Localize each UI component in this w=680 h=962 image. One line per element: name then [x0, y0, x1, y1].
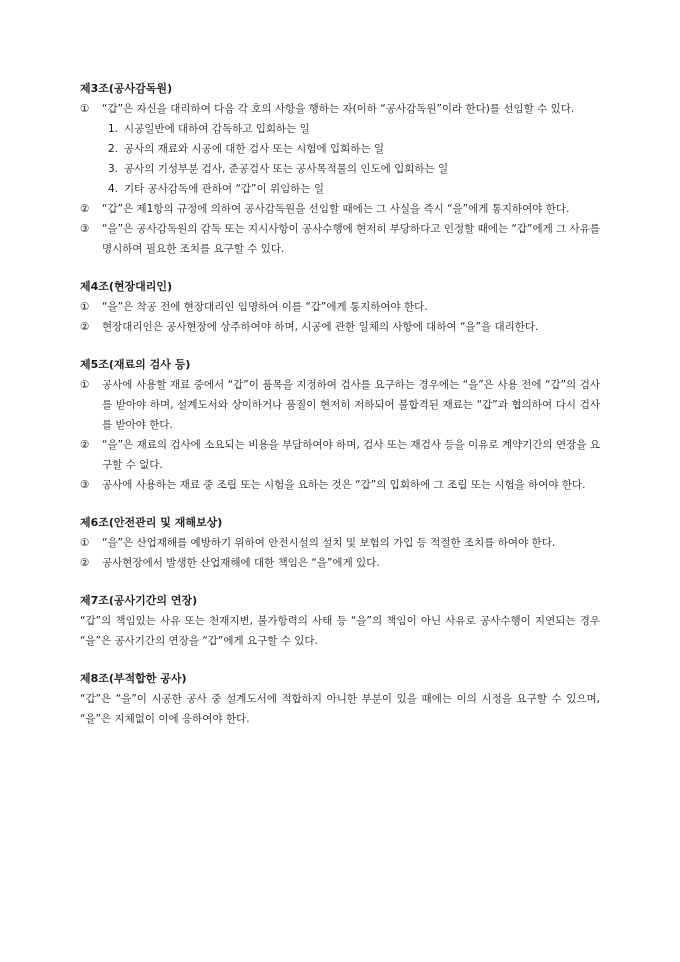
clause-number: ①	[80, 103, 90, 115]
clause-number: ③	[80, 479, 90, 491]
clause-text: “을”은 착공 전에 현장대리인 임명하여 이를 “갑”에게 통지하여야 한다.	[102, 301, 428, 313]
sub-item-text: 공사의 기성부분 검사, 준공검사 또는 공사목적물의 인도에 입회하는 일	[124, 163, 449, 175]
clause-text: “을”은 재료의 검사에 소요되는 비용을 부담하여야 하며, 검사 또는 재검사 등을 이유로 계약기간의 연장을 요구할 수 없다.	[102, 439, 600, 471]
sub-item-text: 공사의 재료와 시공에 대한 검사 또는 시험에 입회하는 일	[124, 143, 384, 155]
sub-item-text: 기타 공사감독에 관하여 “갑”이 위임하는 일	[124, 183, 324, 195]
article-title: 제5조(재료의 검사 등)	[80, 358, 191, 371]
article-title: 제7조(공사기간의 연장)	[80, 594, 198, 607]
clause-number: ②	[80, 557, 90, 569]
sub-item-text: 시공일반에 대하여 감독하고 입회하는 일	[124, 123, 310, 135]
sub-item	[80, 159, 600, 179]
sub-item-list	[80, 119, 600, 199]
article-5	[80, 355, 600, 495]
article-paragraph: “갑”은 “을”이 시공한 공사 중 설계도서에 적합하지 아니한 부분이 있을 때에는 이의 시정을 요구할 수 있으며, “을”은 지체없이 이에 응하여야 한다.	[80, 693, 600, 725]
clause-number: ②	[80, 203, 90, 215]
clause-2	[80, 435, 600, 475]
clause-1	[80, 99, 600, 119]
article-4	[80, 277, 600, 337]
article-title: 제6조(안전관리 및 재해보상)	[80, 516, 223, 529]
clause-text: “갑”은 자신을 대리하여 다음 각 호의 사항을 행하는 자(이하 “공사감독원”이라 한다)를 선임할 수 있다.	[102, 103, 575, 115]
clause-text: 공사에 사용하는 재료 중 조립 또는 시험을 요하는 것은 “갑”의 입회하에 그 조립 또는 시험을 하여야 한다.	[102, 479, 586, 491]
clause-number: ②	[80, 321, 90, 333]
clause-number: ②	[80, 439, 90, 451]
sub-item	[80, 179, 600, 199]
clause-3	[80, 219, 600, 259]
article-paragraph: “갑”의 책임있는 사유 또는 천재지변, 불가항력의 사태 등 “을”의 책임이 아닌 사유로 공사수행이 지연되는 경우 “을”은 공사기간의 연장을 “갑”에게 요구할 수 있다.	[80, 615, 600, 647]
clause-text: 공사현장에서 발생한 산업재해에 대한 책임은 “을”에게 있다.	[102, 557, 380, 569]
clause-2	[80, 317, 600, 337]
sub-item	[80, 119, 600, 139]
article-7	[80, 591, 600, 651]
clause-text: 현장대리인은 공사현장에 상주하여야 하며, 시공에 관한 일체의 사항에 대하여 “을”을 대리한다.	[102, 321, 539, 333]
article-3	[80, 79, 600, 259]
sub-item-number: 1.	[108, 123, 119, 135]
clause-text: 공사에 사용할 재료 중에서 “갑”이 품목을 지정하여 검사를 요구하는 경우에는 “을”은 사용 전에 “갑”의 검사를 받아야 하며, 설계도서와 상이하거나 품질이 현저히 저하되어 불합격된 재료는 “갑”과 협의하여 다시 검사를 받아야 한다.	[102, 379, 600, 431]
sub-item-number: 3.	[108, 163, 119, 175]
clause-3	[80, 475, 600, 495]
article-title: 제4조(현장대리인)	[80, 280, 173, 293]
clause-1	[80, 533, 600, 553]
clause-number: ①	[80, 379, 90, 391]
clause-2	[80, 199, 600, 219]
clause-2	[80, 553, 600, 573]
article-6	[80, 513, 600, 573]
clause-1	[80, 297, 600, 317]
clause-number: ①	[80, 537, 90, 549]
article-title: 제3조(공사감독원)	[80, 82, 173, 95]
clause-number: ①	[80, 301, 90, 313]
clause-text: “갑”은 제1항의 규정에 의하여 공사감독원을 선임할 때에는 그 사실을 즉시 “을”에게 통지하여야 한다.	[102, 203, 570, 215]
clause-number: ③	[80, 223, 90, 235]
clause-1	[80, 375, 600, 435]
clause-text: “을”은 공사감독원의 감독 또는 지시사항이 공사수행에 현저히 부당하다고 인정할 때에는 “갑”에게 그 사유를 명시하여 필요한 조치를 요구할 수 있다.	[102, 223, 600, 255]
sub-item-number: 2.	[108, 143, 119, 155]
clause-text: “을”은 산업재해를 예방하기 위하여 안전시설의 설치 및 보험의 가입 등 적절한 조치를 하여야 한다.	[102, 537, 556, 549]
article-title: 제8조(부적합한 공사)	[80, 672, 187, 685]
sub-item-number: 4.	[108, 183, 119, 195]
sub-item	[80, 139, 600, 159]
article-8	[80, 669, 600, 729]
